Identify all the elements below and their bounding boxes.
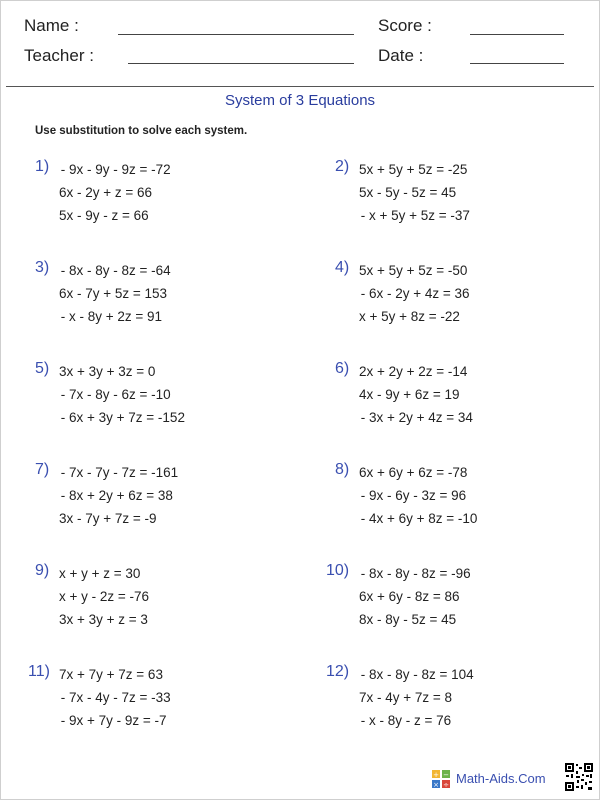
name-field[interactable] [118,34,354,35]
date-label: Date : [378,46,424,65]
equation: x + 5y + 8z = -22 [359,309,460,324]
problem-10 [326,562,576,646]
name-label: Name : [24,16,79,35]
equation: 7x + 7y + 7z = 63 [59,667,163,682]
equation: 5x + 5y + 5z = -25 [359,162,468,177]
score-field[interactable] [470,34,564,35]
problem-4 [335,259,585,343]
equation: 5x - 5y - 5z = 45 [359,185,457,200]
equation: 5x + 5y + 5z = -50 [359,263,468,278]
equation: 6x + 6y - 8z = 86 [359,589,460,604]
equation: - 6x - 2y + 4z = 36 [357,286,470,301]
problem-number: 8) [335,461,350,478]
svg-text:÷: ÷ [443,781,449,788]
equation: - 6x + 3y + 7z = -152 [57,410,185,425]
problem-number: 5) [35,360,50,377]
problem-12 [326,663,576,747]
svg-text:−: − [443,771,449,779]
problem-9 [35,562,285,646]
equation: x + y + z = 30 [59,566,141,581]
problem-number: 7) [35,461,50,478]
score-label: Score : [378,16,432,35]
problem-number: 3) [35,259,50,276]
equation: - 7x - 8y - 6z = -10 [57,387,171,402]
problem-3 [35,259,285,343]
svg-text:×: × [433,781,439,788]
instructions: Use substitution to solve each system. [35,125,248,137]
equation: x + y - 2z = -76 [59,589,150,604]
equation: 6x + 6y + 6z = -78 [359,465,468,480]
problem-6 [335,360,585,444]
problem-number: 1) [35,158,50,175]
problem-number: 9) [35,562,50,579]
problem-number: 6) [335,360,350,377]
equation: - 9x - 6y - 3z = 96 [357,488,467,503]
svg-text:+: + [433,771,439,779]
teacher-label: Teacher : [24,46,94,65]
equation: 6x - 2y + z = 66 [59,185,153,200]
equation: - x - 8y + 2z = 91 [57,309,163,324]
qr-code-icon [564,762,594,792]
equation: - 9x - 9y - 9z = -72 [57,162,171,177]
equation: - 7x - 4y - 7z = -33 [57,690,171,705]
equation: - x + 5y + 5z = -37 [357,208,470,223]
equation: - 3x + 2y + 4z = 34 [357,410,473,425]
equation: - 8x + 2y + 6z = 38 [57,488,173,503]
problem-1 [35,158,285,242]
equation: - 9x + 7y - 9z = -7 [57,713,167,728]
worksheet-title: System of 3 Equations [224,92,376,109]
equation: - 7x - 7y - 7z = -161 [57,465,179,480]
equation: 3x - 7y + 7z = -9 [59,511,157,526]
equation: 4x - 9y + 6z = 19 [359,387,460,402]
equation: 3x + 3y + z = 3 [59,612,148,627]
equation: 8x - 8y - 5z = 45 [359,612,457,627]
problem-8 [335,461,585,545]
equation: 6x - 7y + 5z = 153 [59,286,168,301]
header-divider [6,86,594,87]
problem-number: 12) [326,663,350,680]
problem-number: 4) [335,259,350,276]
math-aids-logo-icon[interactable] [432,770,450,788]
equation: - 8x - 8y - 8z = -96 [357,566,471,581]
equation: 3x + 3y + 3z = 0 [59,364,156,379]
problem-number: 11) [28,663,50,680]
math-aids-link[interactable]: Math-Aids.Com [456,771,546,786]
equation: - 8x - 8y - 8z = -64 [57,263,171,278]
problem-5 [35,360,285,444]
problem-11 [28,663,278,747]
equation: 2x + 2y + 2z = -14 [359,364,468,379]
problem-7 [35,461,285,545]
equation: 7x - 4y + 7z = 8 [359,690,453,705]
equation: - 8x - 8y - 8z = 104 [357,667,474,682]
teacher-field[interactable] [128,63,354,64]
date-field[interactable] [470,63,564,64]
equation: 5x - 9y - z = 66 [59,208,149,223]
problem-number: 2) [335,158,350,175]
equation: - 4x + 6y + 8z = -10 [357,511,478,526]
problem-number: 10) [326,562,350,579]
problem-2 [335,158,585,242]
equation: - x - 8y - z = 76 [357,713,452,728]
